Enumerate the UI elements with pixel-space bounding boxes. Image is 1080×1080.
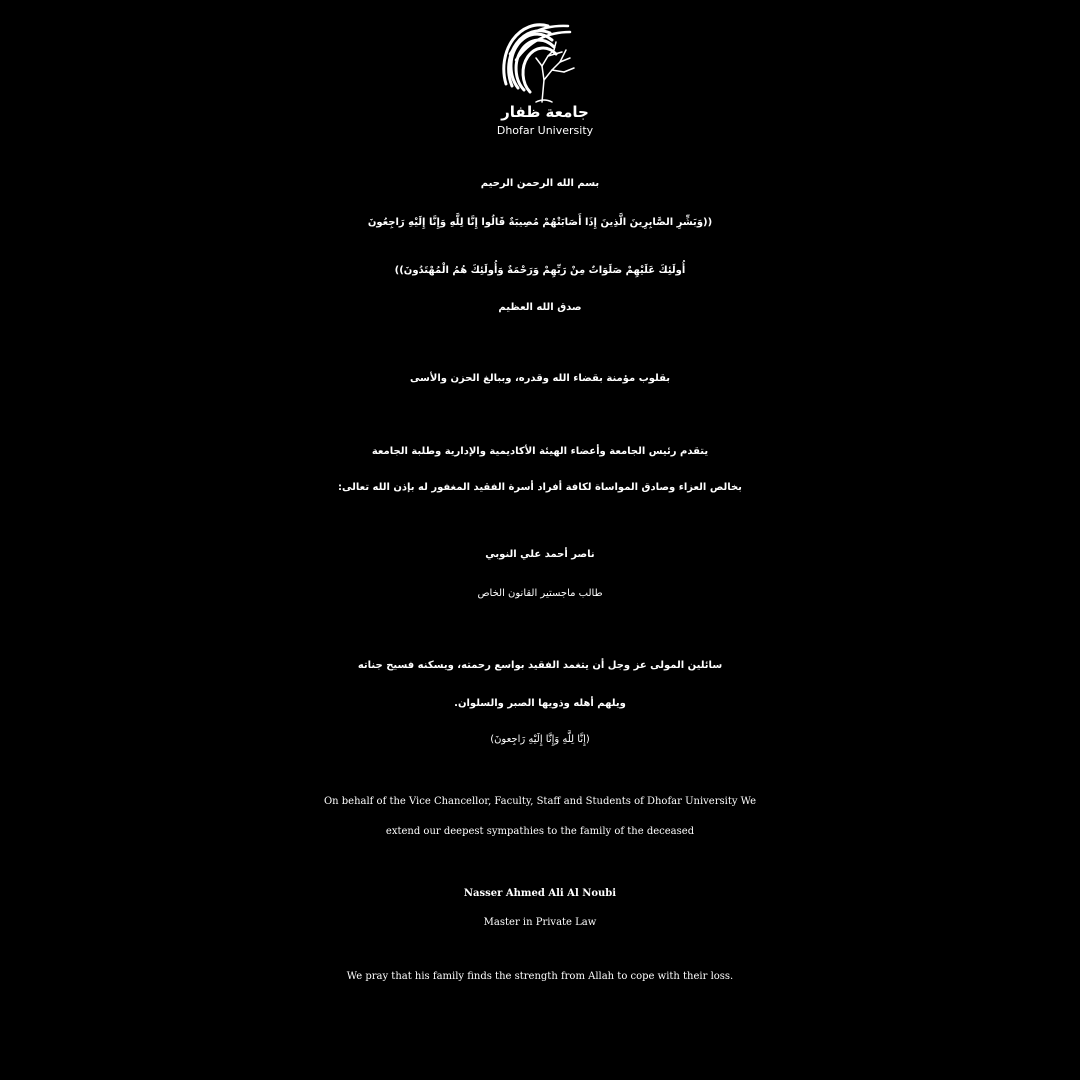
deceased-title-arabic: طالب ماجستير القانون الخاص bbox=[477, 588, 603, 599]
english-prayer: We pray that his family finds the strength from Allah to cope with their loss. bbox=[346, 971, 734, 982]
condolence-line-1: يتقدم رئيس الجامعة وأعضاء الهيئة الأكاديمية والإدارية وطلبة الجامعة bbox=[371, 446, 709, 457]
english-behalf-line-2: extend our deepest sympathies to the family of the deceased bbox=[385, 826, 695, 837]
quran-verse-line-1: ((وَبَشِّرِ الصَّابِرِينَ الَّذِينَ إِذَا أَصَابَتْهُمْ مُصِيبَةٌ قَالُوا إِنَّا لِلَّهِ وَإِنَّا إِلَيْهِ رَاجِعُونَ bbox=[367, 217, 713, 228]
university-logo bbox=[490, 14, 600, 140]
english-behalf-line-1: On behalf of the Vice Chancellor, Faculty, Staff and Students of Dhofar University We bbox=[323, 796, 757, 807]
prayer-line-2: ويلهم أهله وذويها الصبر والسلوان. bbox=[454, 698, 626, 709]
logo-arabic-name: جامعة ظفار bbox=[501, 103, 589, 121]
quran-verse-line-2: أُولَئِكَ عَلَيْهِمْ صَلَوَاتٌ مِنْ رَبِّهِمْ وَرَحْمَةٌ وَأُولَئِكَ هُمُ الْمُهْتَدُونَ)) bbox=[394, 265, 686, 276]
deceased-title-english: Master in Private Law bbox=[483, 917, 597, 928]
basmala: بسم الله الرحمن الرحيم bbox=[480, 178, 600, 189]
prayer-line-3: (إِنَّا لِلَّهِ وَإِنَّا إِلَيْهِ رَاجِعونَ) bbox=[490, 734, 590, 745]
deceased-name-arabic: ناصر أحمد علي النوبي bbox=[485, 549, 595, 560]
faithful-hearts-line: بقلوب مؤمنة بقضاء الله وقدره، وببالغ الحزن والأسى bbox=[409, 373, 671, 384]
tree-arc-logo-icon bbox=[490, 14, 600, 106]
logo-english-name: Dhofar University bbox=[496, 124, 594, 137]
condolence-line-2: بخالص العزاء وصادق المواساة لكافة أفراد أسرة الفقيد المغفور له بإذن الله تعالى: bbox=[338, 482, 742, 493]
sadaqa-allah: صدق الله العظيم bbox=[498, 302, 582, 313]
deceased-name-english: Nasser Ahmed Ali Al Noubi bbox=[463, 888, 617, 899]
prayer-line-1: سائلين المولى عز وجل أن يتغمد الفقيد بواسع رحمته، ويسكنه فسيح جناته bbox=[357, 660, 723, 671]
